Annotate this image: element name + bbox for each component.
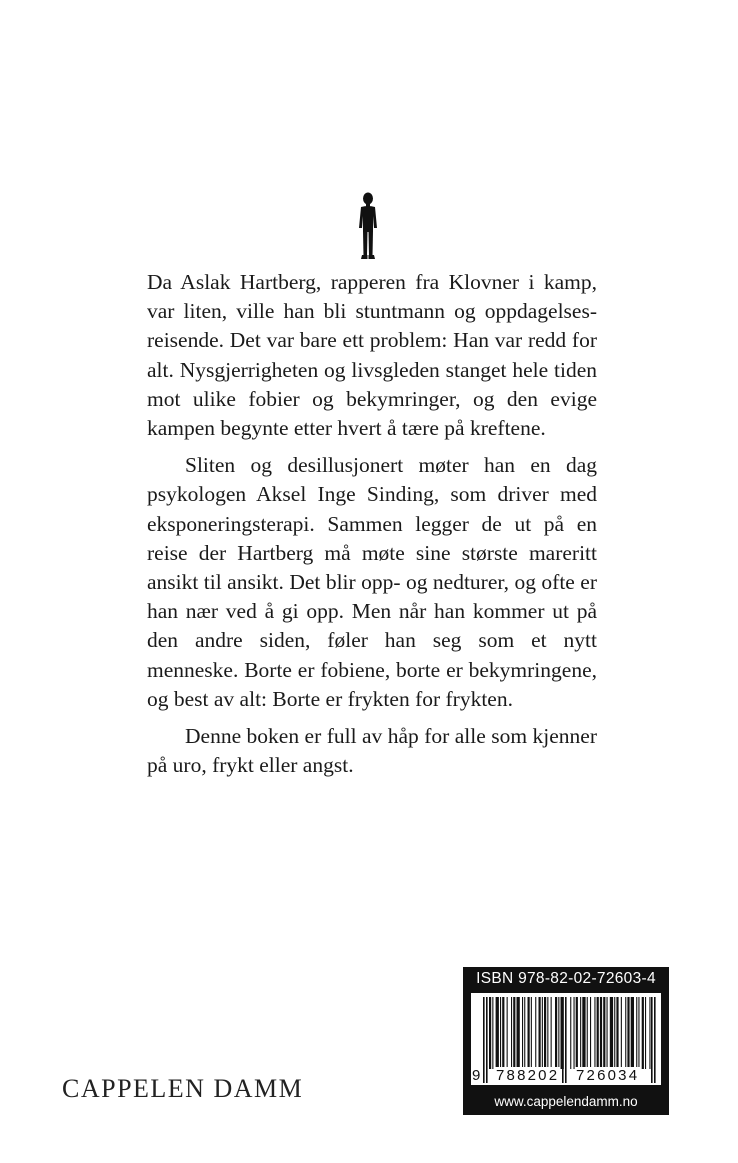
barcode-bar	[558, 997, 559, 1069]
barcode-bar	[511, 997, 512, 1069]
barcode-guard-bar	[562, 997, 564, 1083]
blurb-paragraph: Denne boken er full av håp for alle som kjenner på uro, frykt eller angst.	[147, 724, 597, 778]
barcode-bar	[621, 997, 622, 1069]
barcode-bar	[645, 997, 646, 1069]
barcode-bar	[535, 997, 536, 1069]
barcode-digit-lead: 9	[472, 1067, 481, 1084]
barcode-guard-bar	[565, 997, 567, 1083]
barcode-bar	[502, 997, 504, 1069]
barcode-bar	[625, 997, 626, 1069]
isbn-label: ISBN 978-82-02-72603-4	[476, 970, 656, 987]
barcode-bar	[594, 997, 595, 1069]
barcode-bar	[542, 997, 543, 1069]
barcode-bar	[544, 997, 546, 1069]
barcode-bar	[587, 997, 588, 1069]
publisher-url: www.cappelendamm.no	[494, 1094, 638, 1109]
barcode-bar	[616, 997, 618, 1069]
barcode-bar	[627, 997, 629, 1069]
barcode-bar	[528, 997, 530, 1069]
barcode-bar	[551, 997, 552, 1069]
barcode-bar	[555, 997, 557, 1069]
barcode-bar	[539, 997, 541, 1069]
barcode-bar	[500, 997, 501, 1069]
barcode-bar	[638, 997, 639, 1069]
barcode-bar	[547, 997, 548, 1069]
blurb-paragraph: Da Aslak Hartberg, rapperen fra Klovner i kamp, var liten, ville han bli stuntmann og oppdagelsesreisende. Det var bare ett problem: Han var redd for alt. Nysgjerrigheten og livsgleden stanget hele tiden mot ulike fobier og bekymringer, og den evige kampen begynte etter hvert å tære på kreftene.	[147, 270, 597, 441]
barcode-bar	[489, 997, 491, 1069]
barcode	[471, 993, 661, 1085]
barcode-bar	[597, 997, 599, 1069]
barcode-digits-right: 726034	[576, 1067, 640, 1084]
blurb-paragraph: Sliten og desillusjonert møter han en dag psykologen Aksel Inge Sinding, som driver med eksponeringsterapi. Sammen legger de ut på en reise der Hartberg må møte sine største mareritt ansikt til ansikt. Det blir opp- og nedturer, og ofte er han nær ved å gi opp. Men når han kommer ut på den andre siden, føler han seg som et nytt menneske. Borte er fobiene, borte er bekymringene, og best av alt: Borte er frykten for frykten.	[147, 453, 597, 711]
barcode-bar	[507, 997, 508, 1069]
barcode-bar	[631, 997, 634, 1069]
barcode-bar	[610, 997, 613, 1069]
barcode-bar	[492, 997, 493, 1069]
barcode-bar	[642, 997, 644, 1069]
barcode-bar	[607, 997, 608, 1069]
barcode-bar	[636, 997, 637, 1069]
barcode-bar	[517, 997, 520, 1069]
barcode-bar	[574, 997, 575, 1069]
barcode-bar	[614, 997, 615, 1069]
barcode-guard-bar	[651, 997, 653, 1083]
barcode-bar	[649, 997, 650, 1069]
barcode-bar	[600, 997, 602, 1069]
publisher-logo: CAPPELEN DAMM	[62, 1074, 304, 1103]
barcode-bar	[513, 997, 515, 1069]
barcode-bar	[531, 997, 532, 1069]
barcode-bar	[580, 997, 581, 1069]
barcode-guard-bar	[483, 997, 485, 1083]
barcode-bar	[570, 997, 571, 1069]
barcode-bar	[582, 997, 585, 1069]
barcode-bar	[590, 997, 591, 1069]
barcode-bar	[603, 997, 605, 1069]
isbn-barcode-box	[463, 967, 669, 1115]
barcode-guard-bar	[486, 997, 488, 1083]
child-silhouette-icon	[357, 192, 379, 260]
barcode-bar	[576, 997, 578, 1069]
back-cover-blurb	[147, 268, 597, 788]
barcode-digits-left: 788202	[496, 1067, 560, 1084]
barcode-bar	[524, 997, 525, 1069]
barcode-bar	[522, 997, 523, 1069]
barcode-bar	[496, 997, 499, 1069]
barcode-guard-bar	[654, 997, 656, 1083]
